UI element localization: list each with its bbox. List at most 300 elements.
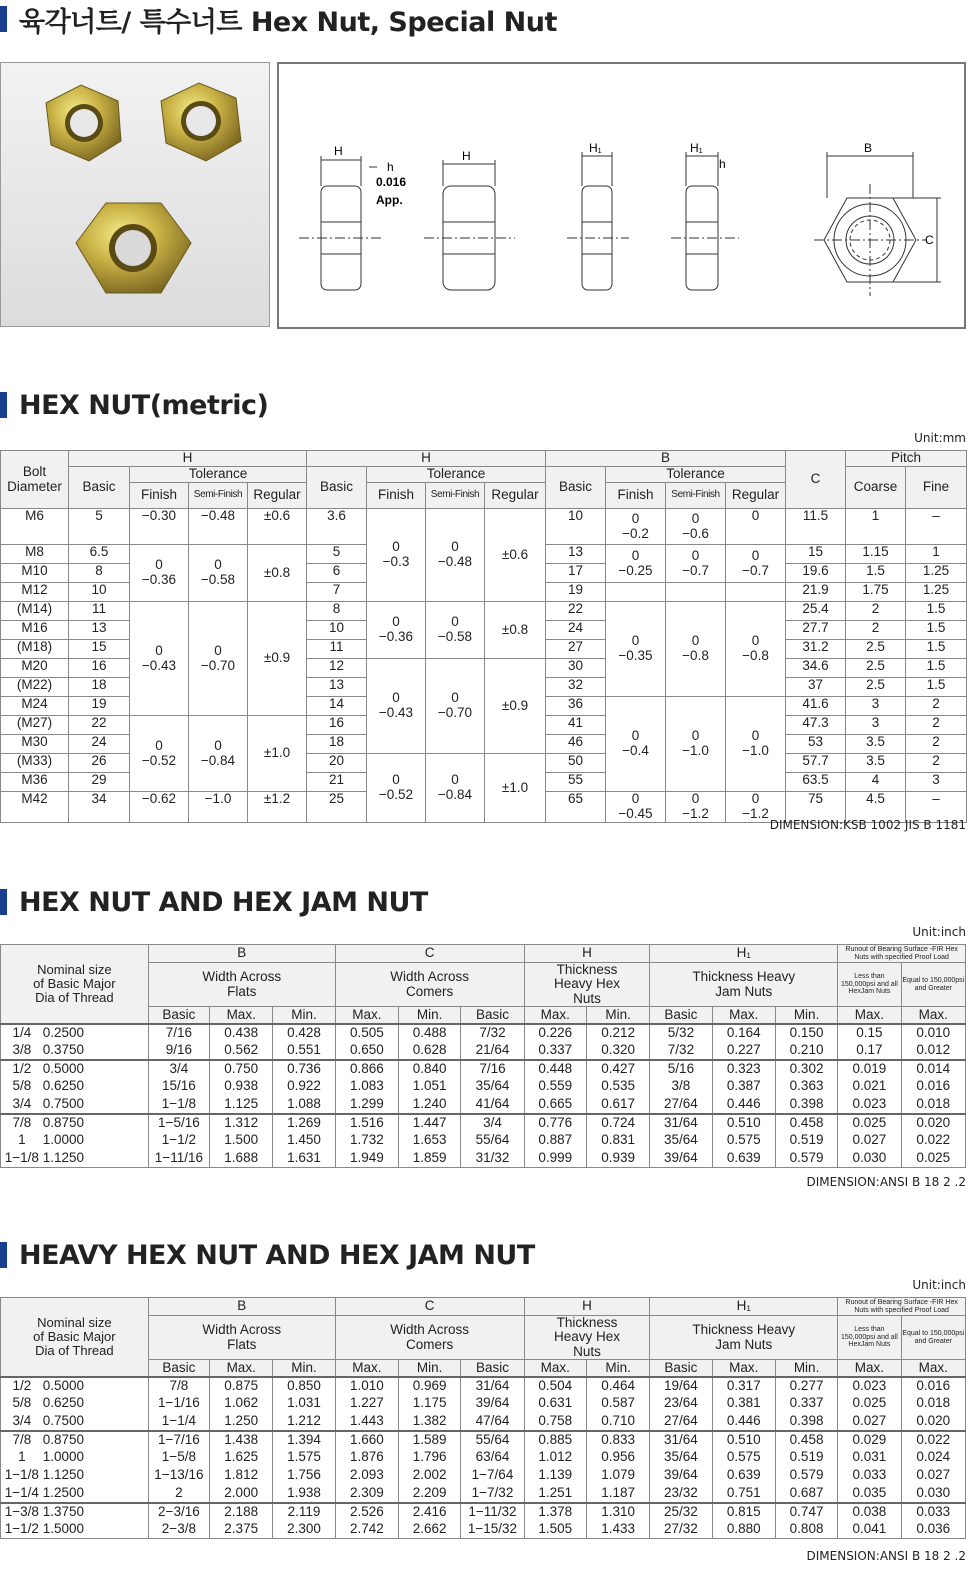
pitch-coarse-cell: 1.75 <box>846 583 906 602</box>
table-cell: 1.1250 <box>43 1150 149 1168</box>
h2-basic-cell: 14 <box>307 697 367 716</box>
bolt-diameter-cell: M8 <box>1 545 69 564</box>
table-cell: 27/64 <box>650 1413 712 1431</box>
table-cell: 7/32 <box>461 1024 524 1042</box>
header-min-10: Min. <box>775 1360 837 1377</box>
b-finish-tolerance: 0 −0.25 <box>606 545 666 583</box>
table-cell: 0.458 <box>775 1431 837 1449</box>
header-thickness-heavy-jam: Thickness Heavy Jam Nuts <box>650 1316 838 1360</box>
table-cell: 1.382 <box>399 1413 461 1431</box>
header-h1: H₁ <box>650 945 838 963</box>
pitch-fine-cell: 1.25 <box>906 564 967 583</box>
table-row <box>1 1377 966 1395</box>
table-cell: 2 <box>148 1485 209 1503</box>
table-cell: 1.505 <box>524 1521 586 1539</box>
header-basic: Basic <box>69 467 130 509</box>
table-cell: 35/64 <box>650 1449 712 1467</box>
table-cell: 1−11/16 <box>148 1150 209 1168</box>
h-basic-cell: 34 <box>69 792 130 823</box>
b-basic-cell: 27 <box>546 640 606 659</box>
table-cell: 0.5000 <box>43 1377 149 1395</box>
table-cell: 0.639 <box>712 1467 775 1485</box>
c-cell: 37 <box>786 678 846 697</box>
table-cell: 0.025 <box>838 1114 901 1132</box>
heavy-table-body <box>1 1377 966 1539</box>
table-cell: 0.808 <box>775 1521 837 1539</box>
bolt-diameter-cell: M24 <box>1 697 69 716</box>
b-basic-cell: 36 <box>546 697 606 716</box>
table-cell: 0.650 <box>335 1042 398 1060</box>
header-semi-finish: Semi-Finish <box>189 483 248 509</box>
table-cell: 0.320 <box>586 1042 649 1060</box>
bolt-diameter-cell: (M22) <box>1 678 69 697</box>
h-finish-cell: −0.62 <box>130 792 189 823</box>
table-cell: 1.051 <box>399 1078 461 1096</box>
c-cell: 11.5 <box>786 509 846 545</box>
table-cell: 23/32 <box>650 1485 712 1503</box>
label-h: H <box>334 144 343 158</box>
table-cell: 0.023 <box>838 1377 901 1395</box>
table-cell: 3/4 <box>148 1060 209 1078</box>
table-cell: 0.736 <box>273 1060 335 1078</box>
dimension-note-heavy: DIMENSION:ANSI B 18 2 .2 <box>806 1549 966 1563</box>
table-cell: 1−1/8 <box>148 1096 209 1114</box>
table-cell: 0.018 <box>901 1395 965 1413</box>
dimension-diagram <box>279 64 964 327</box>
header-bolt-diameter: Bolt Diameter <box>1 451 69 509</box>
section-title-hexjam <box>0 885 428 919</box>
table-cell: 35/64 <box>461 1078 524 1096</box>
title-accent-bar <box>0 6 7 32</box>
table-cell: 0.150 <box>775 1024 837 1042</box>
table-cell: 5/8 <box>1 1078 43 1096</box>
table-cell: 0.559 <box>524 1078 586 1096</box>
header-min-2: Min. <box>273 1360 335 1377</box>
table-cell: 0.398 <box>775 1413 837 1431</box>
hexjam-table <box>0 944 966 1168</box>
hexjam-table-body <box>1 1024 966 1168</box>
c-cell: 31.2 <box>786 640 846 659</box>
header-max-12: Max. <box>901 1360 965 1377</box>
h-basic-cell: 10 <box>69 583 130 602</box>
table-cell: 3/4 <box>461 1114 524 1132</box>
table-row <box>1 1114 966 1132</box>
table-cell: 0.15 <box>838 1024 901 1042</box>
table-cell: 1.240 <box>399 1096 461 1114</box>
table-cell: 1.438 <box>210 1431 273 1449</box>
table-cell: 1.187 <box>586 1485 649 1503</box>
table-cell: 1.812 <box>210 1467 273 1485</box>
header-b: B <box>546 451 786 467</box>
table-cell: 0.8750 <box>43 1114 149 1132</box>
table-cell: 0.041 <box>838 1521 901 1539</box>
table-cell: 1.062 <box>210 1395 273 1413</box>
table-cell: 0.887 <box>524 1132 586 1150</box>
nut-photo-illustration <box>1 63 269 326</box>
header-thickness-heavy-hex: Thickness Heavy Hex Nuts <box>524 1316 650 1360</box>
table-cell: 1.450 <box>273 1132 335 1150</box>
table-cell: 9/16 <box>148 1042 209 1060</box>
label-app: App. <box>376 193 403 207</box>
table-cell: 5/16 <box>650 1060 712 1078</box>
pitch-coarse-cell: 3.5 <box>846 735 906 754</box>
bolt-diameter-cell: (M14) <box>1 602 69 621</box>
table-cell: 0.3750 <box>43 1042 149 1060</box>
c-cell: 27.7 <box>786 621 846 640</box>
header-less-than: Less than 150,000psi and all HexJam Nuts <box>838 963 901 1007</box>
header-basic-0: Basic <box>148 1360 209 1377</box>
table-cell: 1 <box>1 1132 43 1150</box>
table-cell: 1−1/8 <box>1 1467 43 1485</box>
h-semi-tolerance: 0 −0.70 <box>189 602 248 716</box>
h-basic-cell: 11 <box>69 602 130 621</box>
title-accent-bar <box>0 1242 7 1268</box>
table-cell: 0.448 <box>524 1060 586 1078</box>
table-cell: 0.438 <box>210 1024 273 1042</box>
h-semi-cell: −0.48 <box>189 509 248 545</box>
table-cell: 2.375 <box>210 1521 273 1539</box>
table-cell: 1−7/16 <box>148 1431 209 1449</box>
title-accent-bar <box>0 889 7 915</box>
table-cell: 2.416 <box>399 1503 461 1521</box>
table-row <box>1 1096 966 1114</box>
header-max-1: Max. <box>210 1007 273 1024</box>
c-cell: 41.6 <box>786 697 846 716</box>
bolt-diameter-cell: (M33) <box>1 754 69 773</box>
table-cell: 0.025 <box>901 1150 965 1168</box>
table-cell: 0.302 <box>775 1060 837 1078</box>
table-cell: 63/64 <box>461 1449 524 1467</box>
table-cell: 0.458 <box>775 1114 837 1132</box>
table-cell: 0.025 <box>838 1395 901 1413</box>
section-title-heavy <box>0 1238 535 1272</box>
header-h-2: H <box>307 451 546 467</box>
table-row <box>1 509 967 545</box>
h-basic-cell: 16 <box>69 659 130 678</box>
h2-regular-tolerance: ±1.0 <box>485 754 546 823</box>
header-width-across-flats: Width Across Flats <box>148 1316 335 1360</box>
table-cell: 1.125 <box>210 1096 273 1114</box>
b-basic-cell: 32 <box>546 678 606 697</box>
metric-table <box>0 450 967 823</box>
bolt-diameter-cell: M12 <box>1 583 69 602</box>
h2-basic-cell: 7 <box>307 583 367 602</box>
table-cell: 0.212 <box>586 1024 649 1042</box>
b-basic-cell: 46 <box>546 735 606 754</box>
table-cell: 0.021 <box>838 1078 901 1096</box>
table-cell: 0.381 <box>712 1395 775 1413</box>
table-cell: 2.209 <box>399 1485 461 1503</box>
header-basic-2: Basic <box>307 467 367 509</box>
table-cell: 0.036 <box>901 1521 965 1539</box>
table-cell: 23/64 <box>650 1395 712 1413</box>
b-basic-cell: 41 <box>546 716 606 735</box>
table-cell: 2.188 <box>210 1503 273 1521</box>
table-cell: 0.033 <box>901 1503 965 1521</box>
table-cell: 1.589 <box>399 1431 461 1449</box>
table-cell: 0.7500 <box>43 1096 149 1114</box>
header-tolerance-3: Tolerance <box>606 467 786 483</box>
table-cell: 1.012 <box>524 1449 586 1467</box>
table-cell: 0.016 <box>901 1377 965 1395</box>
table-cell: 1−1/4 <box>1 1485 43 1503</box>
b-basic-cell: 65 <box>546 792 606 823</box>
table-cell: 1−1/8 <box>1 1150 43 1168</box>
header-runout: Runout of Bearing Surface -FIR Hex Nuts with specified Proof Load <box>838 945 966 963</box>
table-cell: 0.833 <box>586 1431 649 1449</box>
header-pitch: Pitch <box>846 451 967 467</box>
table-cell: 35/64 <box>650 1132 712 1150</box>
table-cell: 0.398 <box>775 1096 837 1114</box>
table-cell: 0.665 <box>524 1096 586 1114</box>
table-cell: 2.002 <box>399 1467 461 1485</box>
h-semi-tolerance: 0 −0.58 <box>189 545 248 602</box>
h2-finish-tolerance: 0 −0.52 <box>367 754 426 823</box>
pitch-coarse-cell: 4.5 <box>846 792 906 823</box>
c-cell: 53 <box>786 735 846 754</box>
header-h: H <box>524 945 650 963</box>
table-cell: 7/32 <box>650 1042 712 1060</box>
table-cell: 3/8 <box>650 1078 712 1096</box>
b-basic-cell: 10 <box>546 509 606 545</box>
b-finish-tolerance: 0 −0.35 <box>606 602 666 697</box>
table-cell: 0.751 <box>712 1485 775 1503</box>
h-semi-tolerance: 0 −0.84 <box>189 716 248 792</box>
table-cell: 0.027 <box>838 1413 901 1431</box>
table-cell: 1.859 <box>399 1150 461 1168</box>
header-max-6: Max. <box>524 1360 586 1377</box>
table-row <box>1 1521 966 1539</box>
header-less-than: Less than 150,000psi and all HexJam Nuts <box>838 1316 901 1360</box>
table-cell: 25/32 <box>650 1503 712 1521</box>
table-cell: 1.250 <box>210 1413 273 1431</box>
header-width-across-flats: Width Across Flats <box>148 963 335 1007</box>
table-cell: 0.7500 <box>43 1413 149 1431</box>
table-cell: 0.17 <box>838 1042 901 1060</box>
bolt-diameter-cell: M16 <box>1 621 69 640</box>
header-h: H <box>69 451 307 467</box>
header-basic-8: Basic <box>650 1360 712 1377</box>
section-title-metric <box>0 388 268 422</box>
b-basic-cell: 13 <box>546 545 606 564</box>
table-cell: 0.922 <box>273 1078 335 1096</box>
pitch-coarse-cell: 3 <box>846 697 906 716</box>
table-cell: 7/8 <box>148 1377 209 1395</box>
table-cell: 2−3/8 <box>148 1521 209 1539</box>
table-row <box>1 1413 966 1431</box>
pitch-coarse-cell: 2.5 <box>846 659 906 678</box>
table-cell: 21/64 <box>461 1042 524 1060</box>
header-coarse: Coarse <box>846 467 906 509</box>
table-cell: 1−1/2 <box>148 1132 209 1150</box>
table-cell: 0.579 <box>775 1150 837 1168</box>
table-cell: 0.027 <box>901 1467 965 1485</box>
table-row <box>1 1467 966 1485</box>
b-basic-cell: 55 <box>546 773 606 792</box>
table-cell: 0.999 <box>524 1150 586 1168</box>
table-cell: 0.030 <box>838 1150 901 1168</box>
h-basic-cell: 5 <box>69 509 130 545</box>
table-cell: 2.309 <box>335 1485 398 1503</box>
h2-basic-cell: 6 <box>307 564 367 583</box>
header-min-7: Min. <box>586 1360 649 1377</box>
table-cell: 0.562 <box>210 1042 273 1060</box>
b-basic-cell: 22 <box>546 602 606 621</box>
table-cell: 0.850 <box>273 1377 335 1395</box>
table-cell: 0.387 <box>712 1078 775 1096</box>
table-cell: 1.949 <box>335 1150 398 1168</box>
b-semi-tolerance: 0 −0.7 <box>666 545 726 583</box>
header-c: C <box>335 1298 524 1316</box>
header-max-9: Max. <box>712 1007 775 1024</box>
b-semi-empty <box>666 583 726 602</box>
table-cell: 1.175 <box>399 1395 461 1413</box>
table-cell: 1.443 <box>335 1413 398 1431</box>
table-cell: 0.551 <box>273 1042 335 1060</box>
table-cell: 2.742 <box>335 1521 398 1539</box>
header-h1: H₁ <box>650 1298 838 1316</box>
header-fine: Fine <box>906 467 967 509</box>
header-max-12: Max. <box>901 1007 965 1024</box>
pitch-fine-cell: 1.5 <box>906 659 967 678</box>
table-cell: 55/64 <box>461 1431 524 1449</box>
table-cell: 1−5/8 <box>148 1449 209 1467</box>
table-cell: 2.300 <box>273 1521 335 1539</box>
label-c: C <box>925 233 934 247</box>
c-cell: 47.3 <box>786 716 846 735</box>
pitch-fine-cell: 1.5 <box>906 602 967 621</box>
table-cell: 0.519 <box>775 1132 837 1150</box>
table-cell: 0.012 <box>901 1042 965 1060</box>
pitch-coarse-cell: 2 <box>846 602 906 621</box>
h-basic-cell: 18 <box>69 678 130 697</box>
table-cell: 0.022 <box>901 1132 965 1150</box>
header-c: C <box>335 945 524 963</box>
pitch-fine-cell: 1.5 <box>906 640 967 659</box>
table-cell: 0.579 <box>775 1467 837 1485</box>
h2-basic-cell: 13 <box>307 678 367 697</box>
header-tolerance-2: Tolerance <box>367 467 546 483</box>
header-semi-finish-2: Semi-Finish <box>426 483 485 509</box>
table-cell: 31/32 <box>461 1150 524 1168</box>
header-basic-3: Basic <box>546 467 606 509</box>
table-cell: 0.488 <box>399 1024 461 1042</box>
table-cell: 0.938 <box>210 1078 273 1096</box>
table-cell: 1−15/32 <box>461 1521 524 1539</box>
heavy-table <box>0 1297 966 1539</box>
table-cell: 0.6250 <box>43 1078 149 1096</box>
table-cell: 0.446 <box>712 1413 775 1431</box>
table-cell: 0.2500 <box>43 1024 149 1042</box>
table-cell: 1−5/16 <box>148 1114 209 1132</box>
h2-basic-cell: 25 <box>307 792 367 823</box>
h2-semi-tolerance: 0 −0.70 <box>426 659 485 754</box>
pitch-fine-cell: 1.25 <box>906 583 967 602</box>
header-max-1: Max. <box>210 1360 273 1377</box>
table-cell: 2.119 <box>273 1503 335 1521</box>
h2-basic-cell: 10 <box>307 621 367 640</box>
table-cell: 0.016 <box>901 1078 965 1096</box>
table-cell: 0.969 <box>399 1377 461 1395</box>
table-cell: 1.394 <box>273 1431 335 1449</box>
table-cell: 31/64 <box>650 1431 712 1449</box>
table-cell: 0.022 <box>901 1431 965 1449</box>
pitch-coarse-cell: 2 <box>846 621 906 640</box>
h-basic-cell: 26 <box>69 754 130 773</box>
header-regular-2: Regular <box>485 483 546 509</box>
header-max-3: Max. <box>335 1360 398 1377</box>
label-small-h: h <box>387 160 394 174</box>
table-cell: 0.018 <box>901 1096 965 1114</box>
pitch-fine-cell: 1 <box>906 545 967 564</box>
table-cell: 0.639 <box>712 1150 775 1168</box>
h-basic-cell: 19 <box>69 697 130 716</box>
h2-basic-cell: 11 <box>307 640 367 659</box>
h2-regular-tolerance: ±0.8 <box>485 602 546 659</box>
header-max-6: Max. <box>524 1007 586 1024</box>
label-clearance: 0.016 <box>376 175 407 189</box>
table-cell: 0.227 <box>712 1042 775 1060</box>
nut-3 <box>76 203 191 293</box>
table-cell: 5/32 <box>650 1024 712 1042</box>
table-cell: 0.510 <box>712 1114 775 1132</box>
b-regular-tolerance: 0 −0.8 <box>726 602 786 697</box>
table-cell: 1/2 <box>1 1377 43 1395</box>
unit-label-hexjam: Unit:inch <box>912 925 966 939</box>
bolt-diameter-cell: (M27) <box>1 716 69 735</box>
table-cell: 0.038 <box>838 1503 901 1521</box>
pitch-coarse-cell: 3.5 <box>846 754 906 773</box>
table-cell: 27/32 <box>650 1521 712 1539</box>
bolt-diameter-cell: M10 <box>1 564 69 583</box>
table-cell: 0.880 <box>712 1521 775 1539</box>
table-cell: 0.505 <box>335 1024 398 1042</box>
table-cell: 0.956 <box>586 1449 649 1467</box>
table-cell: 0.939 <box>586 1150 649 1168</box>
table-cell: 0.033 <box>838 1467 901 1485</box>
table-cell: 0.875 <box>210 1377 273 1395</box>
table-cell: 0.758 <box>524 1413 586 1431</box>
table-cell: 1.756 <box>273 1467 335 1485</box>
table-row <box>1 1078 966 1096</box>
table-cell: 0.8750 <box>43 1431 149 1449</box>
table-cell: 7/8 <box>1 1431 43 1449</box>
table-cell: 1.516 <box>335 1114 398 1132</box>
nut-photo <box>0 62 270 327</box>
table-cell: 1−11/32 <box>461 1503 524 1521</box>
table-cell: 0.035 <box>838 1485 901 1503</box>
table-cell: 1.631 <box>273 1150 335 1168</box>
table-cell: 39/64 <box>650 1150 712 1168</box>
table-cell: 0.776 <box>524 1114 586 1132</box>
h2-semi-tolerance: 0 −0.48 <box>426 509 485 602</box>
h-finish-tolerance: 0 −0.52 <box>130 716 189 792</box>
table-cell: 0.464 <box>586 1377 649 1395</box>
table-cell: 15/16 <box>148 1078 209 1096</box>
h-basic-cell: 6.5 <box>69 545 130 564</box>
table-row <box>1 1150 966 1168</box>
header-nominal-size: Nominal size of Basic Major Dia of Thread <box>1 945 149 1024</box>
table-cell: 1 <box>1 1449 43 1467</box>
table-cell: 1.575 <box>273 1449 335 1467</box>
table-cell: 1.378 <box>524 1503 586 1521</box>
header-max-11: Max. <box>838 1360 901 1377</box>
title-accent-bar <box>0 392 7 418</box>
c-cell: 25.4 <box>786 602 846 621</box>
pitch-fine-cell: 1.5 <box>906 621 967 640</box>
table-cell: 0.020 <box>901 1413 965 1431</box>
table-cell: 1−1/2 <box>1 1521 43 1539</box>
